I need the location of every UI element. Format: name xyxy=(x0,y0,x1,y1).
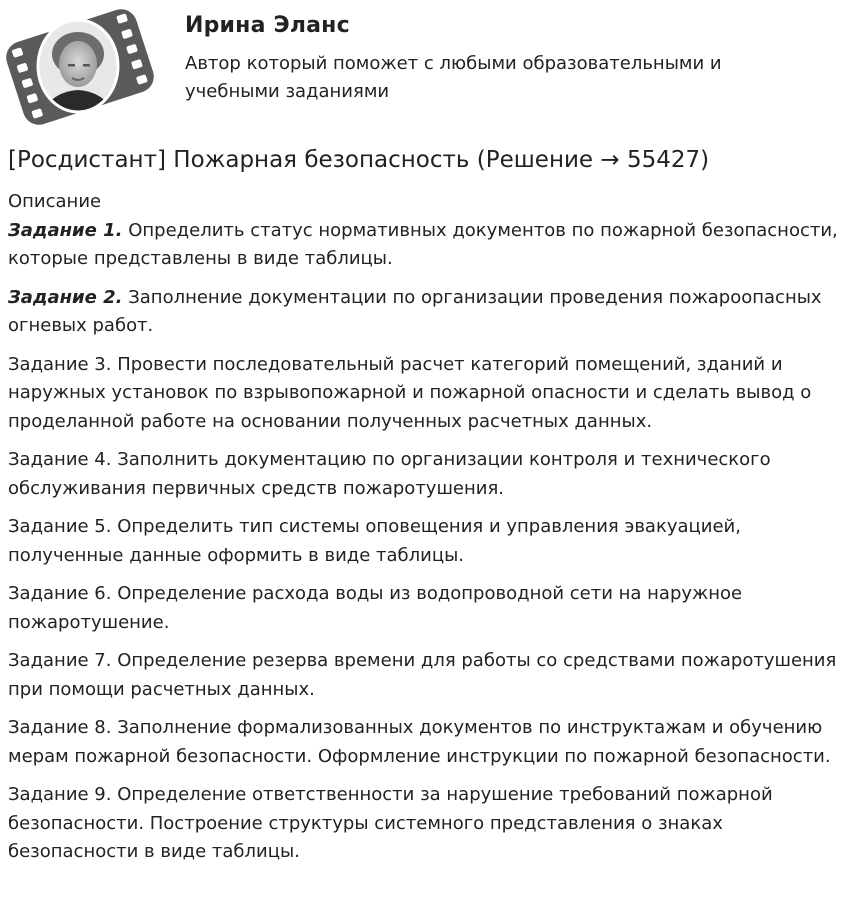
author-name[interactable]: Ирина Эланс xyxy=(185,13,350,38)
author-avatar[interactable] xyxy=(6,6,154,128)
task-label: Задание 7. xyxy=(8,650,112,671)
task-text: Провести последовательный расчет категорий помещений, зданий и наружных установок по взрывопожарной и пожарной опасности и сделать вывод о проделанной работе на основании полученных расчетных данных. xyxy=(8,353,812,432)
task-item xyxy=(8,446,844,503)
task-text: Заполнить документацию по организации контроля и технического обслуживания первичных средств пожаротушения. xyxy=(8,449,771,499)
task-item xyxy=(8,714,844,771)
task-item xyxy=(8,284,844,341)
task-label: Задание 8. xyxy=(8,717,112,738)
page-title: [Росдистант] Пожарная безопасность (Решение → 55427) xyxy=(8,147,710,173)
description-label: Описание xyxy=(8,191,102,212)
author-card xyxy=(0,0,847,130)
task-text: Определить тип системы оповещения и управления эвакуацией, полученные данные оформить в виде таблицы. xyxy=(8,516,741,566)
task-label: Задание 3. xyxy=(8,353,112,375)
task-label: Задание 9. xyxy=(8,784,112,805)
task-label: Задание 1. xyxy=(8,219,123,241)
task-item xyxy=(8,351,844,437)
task-item xyxy=(8,580,844,637)
task-item xyxy=(8,217,844,274)
task-item xyxy=(8,647,844,704)
task-label: Задание 5. xyxy=(8,516,112,537)
description-section xyxy=(8,188,844,877)
task-label: Задание 2. xyxy=(8,286,123,308)
task-item xyxy=(8,513,844,570)
task-text: Определение ответственности за нарушение требований пожарной безопасности. Построение структуры системного представления о знаках безопасности в виде таблицы. xyxy=(8,784,773,862)
task-label: Задание 6. xyxy=(8,583,112,604)
task-list xyxy=(8,217,844,867)
task-text: Заполнение документации по организации проведения пожароопасных огневых работ. xyxy=(8,286,822,336)
author-description: Автор который поможет с любыми образовательными и учебными заданиями xyxy=(185,53,722,102)
task-text: Определить статус нормативных документов по пожарной безопасности, которые представлены в виде таблицы. xyxy=(8,219,838,269)
task-label: Задание 4. xyxy=(8,449,112,470)
task-item xyxy=(8,781,844,867)
task-text: Заполнение формализованных документов по инструктажам и обучению мерам пожарной безопасности. Оформление инструкции по пожарной безопасности. xyxy=(8,717,831,767)
task-text: Определение расхода воды из водопроводной сети на наружное пожаротушение. xyxy=(8,583,743,633)
task-text: Определение резерва времени для работы со средствами пожаротушения при помощи расчетных данных. xyxy=(8,650,837,700)
